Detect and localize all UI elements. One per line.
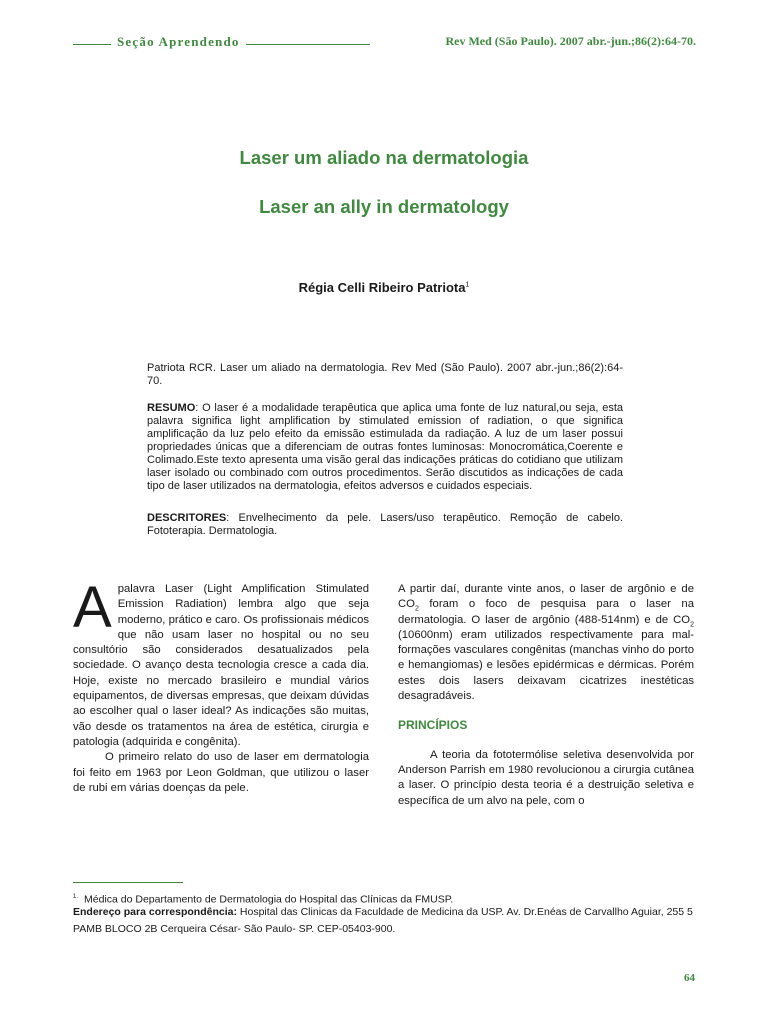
co2-subscript: 2 (690, 620, 694, 628)
descritores-label: DESCRITORES (147, 512, 227, 524)
header-rule-left (73, 44, 111, 45)
article-title-english: Laser an ally in dermatology (259, 196, 509, 217)
body-column-right (398, 582, 694, 809)
header-rule-right (246, 44, 370, 45)
section-label: Seção Aprendendo (117, 34, 240, 49)
descritores-block (147, 512, 623, 538)
resumo-label: RESUMO (147, 402, 196, 414)
author-name-text: Régia Celli Ribeiro Patriota (298, 280, 466, 295)
author-note-mark: 1 (465, 281, 470, 289)
section-heading-principios: PRINCÍPIOS (398, 718, 468, 733)
page-number: 64 (684, 972, 695, 984)
intro-text: palavra Laser (Light Amplification Stimulated Emission Radiation) lembra algo que seja moderno, prático e caro. Os profissionais médicos que não usam laser no hospital ou no seu consultório são considerados desatualizados pela sociedade. O avanço desta tecnologia cresce a cada dia. Hoje, existe no mercado brasileiro e mundial vários equipamentos, de diversas empresas, que deixam dúvidas ao escolher qual o laser ideal? As indicações são muitas, vão desde os tratamentos na área de estética, cirurgia e patologia (adquirida e congênita). (73, 583, 369, 748)
drop-cap: A (73, 575, 112, 640)
footnote-address-label: Endereço para correspondência: (73, 906, 237, 918)
co2-subscript: 2 (414, 605, 419, 613)
argon-co2-paragraph (398, 582, 694, 704)
footnote-address-text: Hospital das Clinicas da Faculdade de Medicina da USP. Av. Dr.Enéas de Carvallho Aguiar, 255 5 PAMB BLOCO 2B Cerqueira César- São Paulo- SP. CEP-05403-900. (73, 906, 693, 935)
article-title-portuguese: Laser um aliado na dermatologia (239, 147, 529, 168)
footnote-affiliation-text: Médica do Departamento de Dermatologia do Hospital das Clínicas da FMUSP. (84, 893, 454, 906)
argon-text-c: (10600nm) eram utilizados respectivamente para mal-formações vasculares congênitas (manchas vinho do porto e hemangiomas) e lesões epidérmicas e dérmicas. Porém estes dois lasers deixavam cicatrizes inestéticas desagradáveis. (398, 628, 694, 703)
descritores-text: : Envelhecimento da pele. Lasers/uso terapêutico. Remoção de cabelo. Fototerapia. Dermatologia. (147, 512, 623, 537)
intro-paragraph (73, 575, 369, 750)
theory-paragraph: A teoria da fototermólise seletiva desenvolvida por Anderson Parrish em 1980 revolucionou a cirurgia cutânea a laser. O princípio desta teoria é a destruição seletiva e específica de um alvo na pele, com o (398, 748, 694, 807)
argon-text-b: foram o foco de pesquisa para o laser na dermatologia. O laser de argônio (488-514nm) e de CO (398, 598, 694, 626)
body-column-left (73, 575, 369, 796)
footnote-rule (73, 882, 183, 883)
argon-text-a: A partir daí, durante vinte anos, o laser de argônio e de CO (398, 583, 694, 611)
author-name (0, 280, 768, 295)
footnote-mark: 1. (73, 894, 79, 900)
journal-reference: Rev Med (São Paulo). 2007 abr.-jun.;86(2):64-70. (445, 34, 696, 48)
footnote-address (73, 904, 698, 938)
resumo-text: : O laser é a modalidade terapêutica que aplica uma fonte de luz natural,ou seja, esta palavra significa light amplification by stimulated emission of radiation, o que significa amplificação da luz pelo efeito da emissão estimulada da radiação. A luz de um laser possui propriedades únicas que a diferenciam de outras fontes luminosas: Monocromática,Coerente e Colimado.Este texto apresenta uma visão geral das indicações práticas do cotidiano que utilizam laser isolado ou combinado com outros procedimentos. Serão discutidos as indicações de cada tipo de laser utilizados na dermatologia, efeitos adversos e cuidados especiais. (147, 402, 623, 492)
history-paragraph: O primeiro relato do uso de laser em dermatologia foi feito em 1963 por Leon Goldman, que utilizou o laser de rubi em várias doenças da pele. (73, 751, 369, 794)
citation: Patriota RCR. Laser um aliado na dermatologia. Rev Med (São Paulo). 2007 abr.-jun.;86(2):64-70. (147, 362, 623, 387)
resumo-block (147, 402, 623, 493)
